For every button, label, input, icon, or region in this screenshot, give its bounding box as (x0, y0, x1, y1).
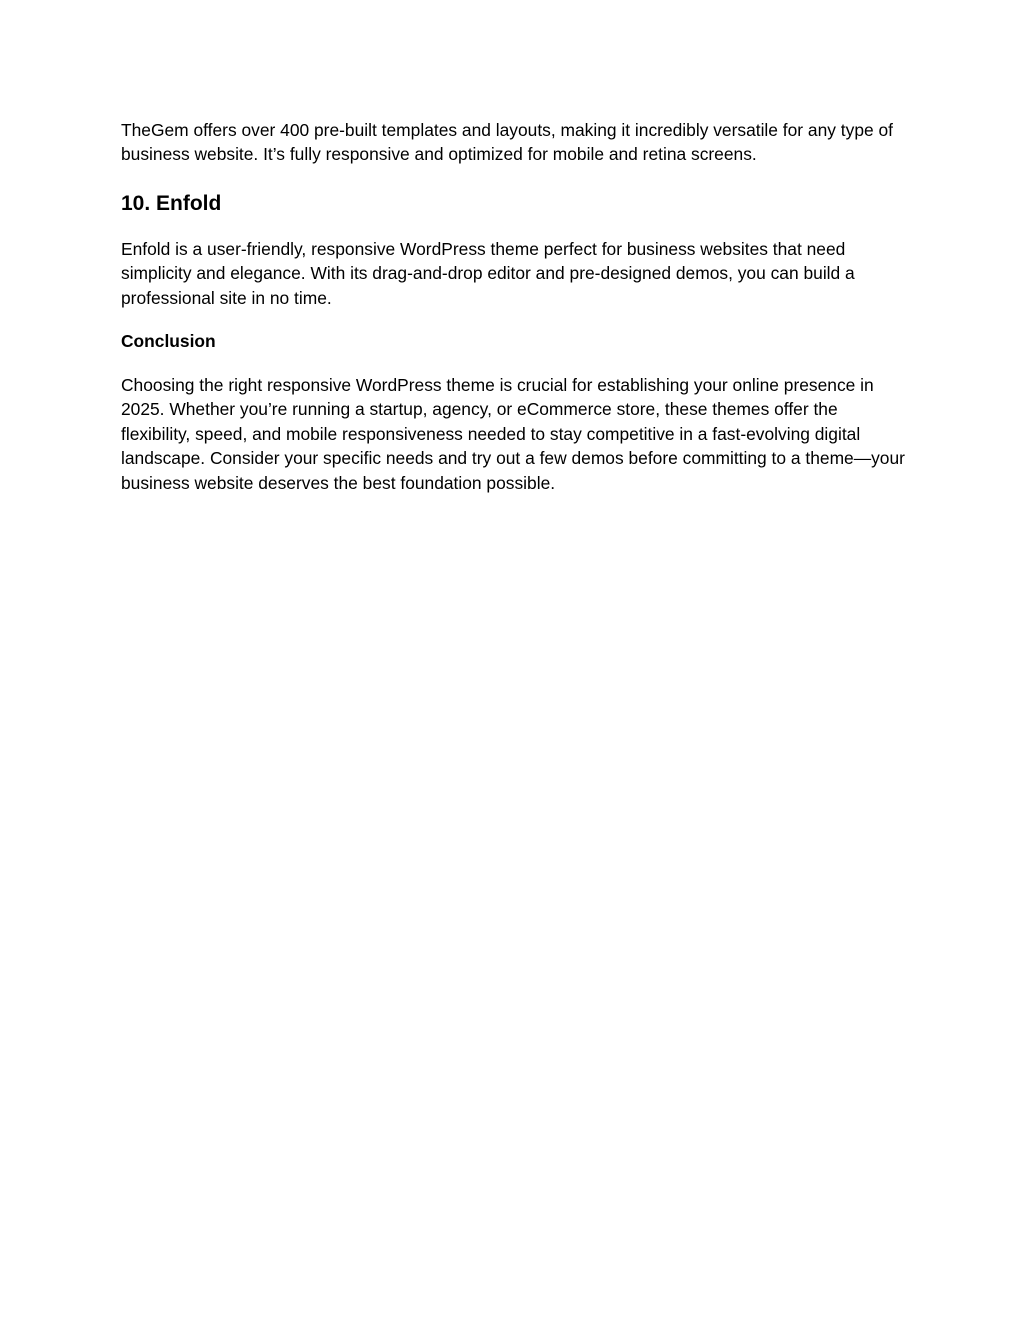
enfold-description-paragraph: Enfold is a user-friendly, responsive WordPress theme perfect for business websites that need simplicity and elegance. With its drag-and-drop editor and pre-designed demos, you can build a professional site in no time. (121, 238, 855, 308)
enfold-section-heading: 10. Enfold (121, 191, 222, 215)
conclusion-paragraph: Choosing the right responsive WordPress theme is crucial for establishing your online presence in 2025. Whether you’re running a startup, agency, or eCommerce store, these themes offer the flexibility, speed, and mobile responsiveness needed to stay competitive in a fast-evolving digital landscape. Consider your specific needs and try out a few demos before committing to a theme—your business website deserves the best foundation possible. (121, 375, 905, 493)
thegem-description-paragraph: TheGem offers over 400 pre-built templates and layouts, making it incredibly versatile for any type of business website. It’s fully responsive and optimized for mobile and retina screens. (121, 120, 894, 165)
document-body (121, 118, 911, 495)
conclusion-heading: Conclusion (121, 331, 216, 352)
